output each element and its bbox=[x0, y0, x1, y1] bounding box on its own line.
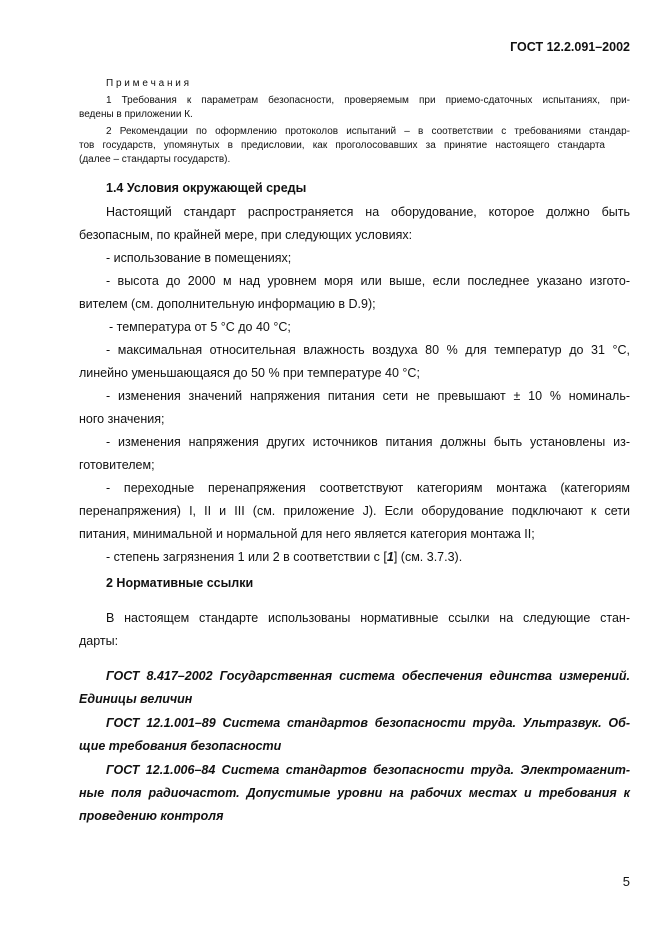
condition-item: - максимальная относительная влажность воздуха 80 % для температур до 31 °С, bbox=[106, 343, 630, 357]
document-code: ГОСТ 12.2.091–2002 bbox=[510, 40, 630, 54]
page-number: 5 bbox=[622, 874, 630, 889]
condition-item-cont: перенапряжения) I, II и III (см. приложение J). Если оборудование подключают к сети bbox=[79, 504, 630, 518]
reference-entry-cont: щие требования безопасности bbox=[79, 739, 282, 753]
condition-item: - температура от 5 °С до 40 °С; bbox=[109, 320, 291, 334]
paragraph-line: Настоящий стандарт распространяется на оборудование, которое должно быть bbox=[106, 205, 630, 219]
notes-title: П р и м е ч а н и я bbox=[106, 78, 190, 89]
section-2-heading: 2 Нормативные ссылки bbox=[106, 576, 254, 590]
note-1-line-1: 1 Требования к параметрам безопасности, проверяемым при приемо-сдаточных испытаниях, при- bbox=[106, 95, 630, 106]
note-2-line-1: 2 Рекомендации по оформлению протоколов испытаний – в соответствии с требованиями стандар- bbox=[106, 126, 630, 137]
note-2-line-3: (далее – стандарты государств). bbox=[79, 154, 231, 165]
condition-item-cont: вителем (см. дополнительную информацию в D.9); bbox=[79, 297, 376, 311]
reference-entry-cont: ные поля радиочастот. Допустимые уровни на рабочих местах и требования к bbox=[79, 786, 630, 800]
reference-entry-cont: проведению контроля bbox=[79, 809, 224, 823]
condition-text: - степень загрязнения 1 или 2 в соответствии с [ bbox=[106, 550, 387, 564]
condition-item: - переходные перенапряжения соответствуют категориям монтажа (категориям bbox=[106, 481, 630, 495]
condition-item bbox=[106, 550, 462, 564]
paragraph-line: безопасным, по крайней мере, при следующих условиях: bbox=[79, 228, 413, 242]
condition-item: - изменения напряжения других источников питания должны быть установлены из- bbox=[106, 435, 630, 449]
condition-item-cont: готовителем; bbox=[79, 458, 155, 472]
paragraph-line: В настоящем стандарте использованы нормативные ссылки на следующие стан- bbox=[106, 611, 630, 625]
condition-item: - использование в помещениях; bbox=[106, 251, 292, 265]
reference-entry: ГОСТ 12.1.006–84 Система стандартов безопасности труда. Электромагнит- bbox=[106, 763, 630, 777]
reference-entry: ГОСТ 12.1.001–89 Система стандартов безопасности труда. Ультразвук. Об- bbox=[106, 716, 630, 730]
reference-entry-cont: Единицы величин bbox=[79, 692, 193, 706]
note-2-line-2: тов государств, упомянутых в предисловии, как проголосовавших за принятие настоящего стандарта bbox=[79, 140, 605, 151]
condition-item: - изменения значений напряжения питания сети не превышают ± 10 % номиналь- bbox=[106, 389, 630, 403]
reference-entry: ГОСТ 8.417–2002 Государственная система обеспечения единства измерений. bbox=[106, 669, 630, 683]
note-1-line-2: ведены в приложении К. bbox=[79, 109, 193, 120]
condition-text: ] (см. 3.7.3). bbox=[393, 550, 463, 564]
condition-item-cont: линейно уменьшающаяся до 50 % при температуре 40 °С; bbox=[79, 366, 420, 380]
section-1-4-heading: 1.4 Условия окружающей среды bbox=[106, 181, 307, 195]
paragraph-line: дарты: bbox=[79, 634, 119, 648]
condition-item-cont: ного значения; bbox=[79, 412, 165, 426]
bibliography-reference: 1 bbox=[386, 550, 394, 564]
condition-item: - высота до 2000 м над уровнем моря или выше, если последнее указано изгото- bbox=[106, 274, 630, 288]
condition-item-cont: питания, минимальной и нормальной для него является категория монтажа II; bbox=[79, 527, 535, 541]
